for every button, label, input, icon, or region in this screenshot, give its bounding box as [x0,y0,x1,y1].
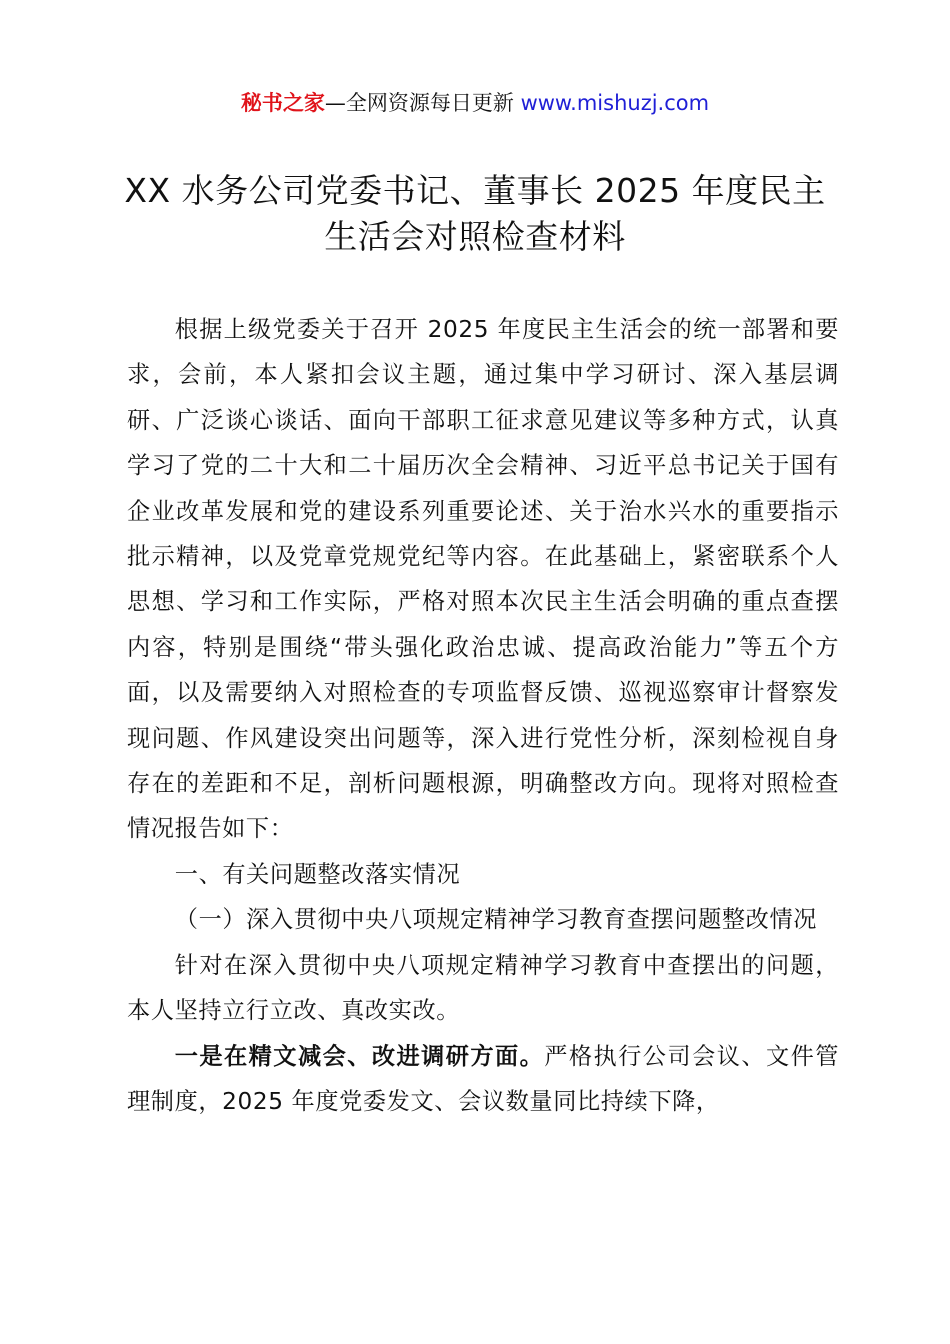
subsection-heading: （一）深入贯彻中央八项规定精神学习教育查摆问题整改情况 [174,906,818,934]
intro-paragraph: 根据上级党委关于召开 2025 年度民主生活会的统一部署和要求，会前，本人紧扣会议主题，通过集中学习研讨、深入基层调研、广泛谈心谈话、面向干部职工征求意见建议等多种方式，认真学习了党的二十大和二十届历次全会精神、习近平总书记关于国有企业改革发展和党的建设系列重要论述、关于治水兴水的重要指示批示精神，以及党章党规党纪等内容。在此基础上，紧密联系个人思想、学习和工作实际，严格对照本次民主生活会明确的重点查摆内容，特别是围绕“带头强化政治忠诚、提高政治能力”等五个方面，以及需要纳入对照检查的专项监督反馈、巡视巡察审计督察发现问题、作风建设突出问题等，深入进行党性分析，深刻检视自身存在的差距和不足，剖析问题根源，明确整改方向。现将对照检查情况报告如下： [127,316,839,843]
document-body [127,307,839,1124]
source-url-link[interactable]: www.mishuzj.com [520,91,710,115]
source-header [0,88,950,118]
body-paragraph-emphasis [127,1034,839,1125]
document-title: XX 水务公司党委书记、董事长 2025 年度民主生活会对照检查材料 [124,171,826,256]
body-paragraph: 针对在深入贯彻中央八项规定精神学习教育中查摆出的问题，本人坚持立行立改、真改实改。 [127,951,839,1025]
paragraph-lead-bold: 一是在精文减会、改进调研方面。 [174,1042,545,1070]
brand-name: 秘书之家 [240,91,325,115]
header-tagline: —全网资源每日更新 [324,91,521,115]
paragraph-text: 严格执行公司会议、文件管理制度，2025 年度党委发文、会议数量同比持续下降， [127,1042,840,1115]
section-heading: 一、有关问题整改落实情况 [174,860,461,888]
